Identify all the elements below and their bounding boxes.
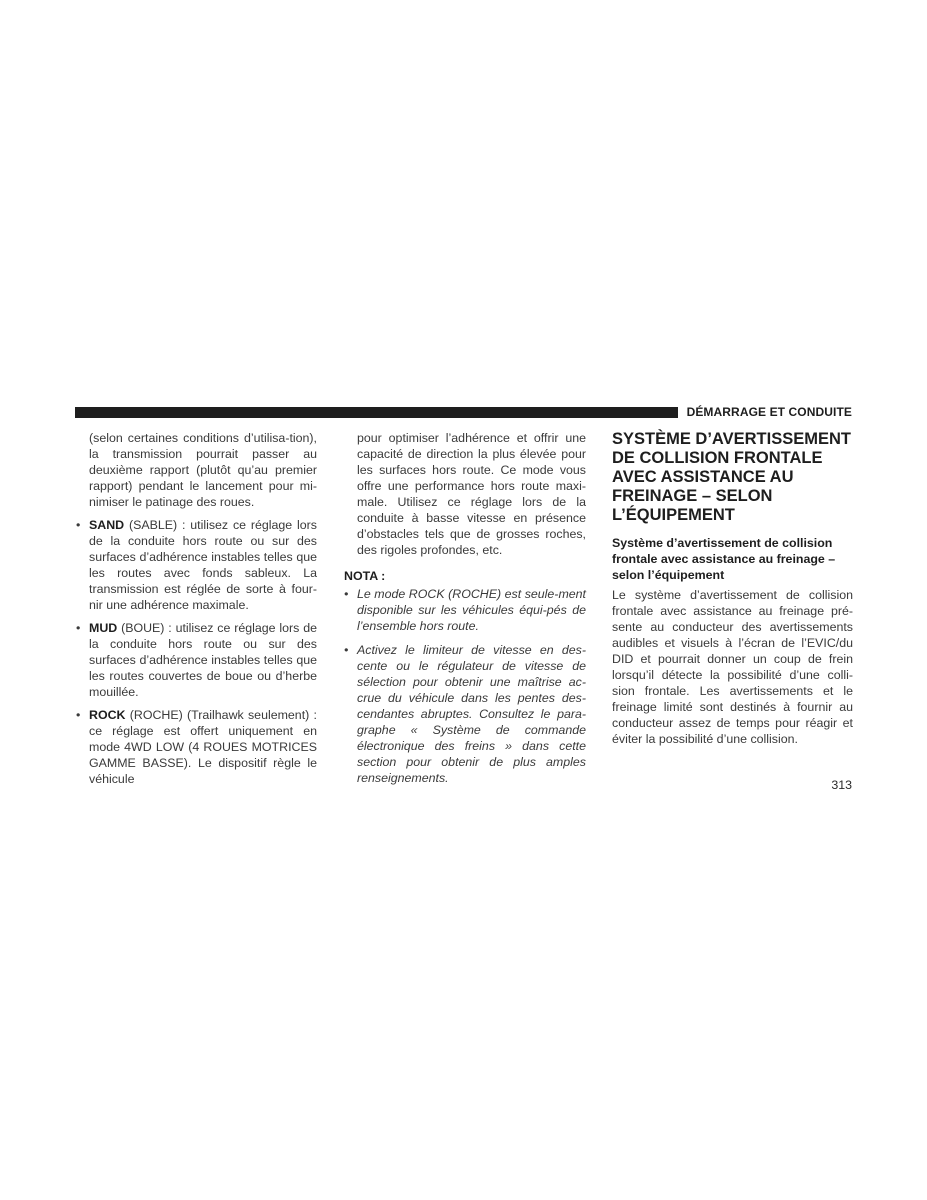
intro-paragraph: (selon certaines conditions d’utilisa-tion), la transmission pourrait passer au deuxième rapport (plutôt qu’au premier rapport) pendant le lancement pour mi-nimiser le patinage des roues.	[89, 431, 317, 509]
term-rock: ROCK	[89, 708, 126, 722]
term-mud: MUD	[89, 621, 118, 635]
page-number: 313	[831, 778, 852, 792]
continuation-paragraph: pour optimiser l’adhérence et offrir une capacité de direction la plus élevée pour les surfaces hors route. Ce mode vous offre une performance hors route maxi-male. Utilisez ce réglage lors de la conduite à basse vitesse en présence d’obstacles tels que de grosses roches, des rigoles profondes, etc.	[357, 431, 586, 557]
item-text: (SABLE) : utilisez ce réglage lors de la conduite hors route ou sur des surfaces d’adhérence instables telles que les routes avec fonds sableux. La transmission est réglée de sorte à four-nir une adhérence maximale.	[89, 518, 317, 612]
bullet-icon: •	[344, 643, 349, 657]
bullet-icon: •	[344, 587, 349, 601]
sub-heading: Système d’avertissement de collision frontale avec assistance au freinage – selon l’équipement	[612, 536, 836, 582]
nota-text: Le mode ROCK (ROCHE) est seule-ment disponible sur les véhicules équi-pés de l’ensemble hors route.	[357, 587, 586, 633]
bullet-icon: •	[76, 621, 81, 635]
section-title: DÉMARRAGE ET CONDUITE	[686, 405, 852, 419]
item-text: (ROCHE) (Trailhawk seulement) : ce réglage est offert uniquement en mode 4WD LOW (4 ROUES MOTRICES GAMME BASSE). Le dispositif règle le véhicule	[89, 708, 317, 786]
section-heading: SYSTÈME D’AVERTISSEMENT DE COLLISION FRONTALE AVEC ASSISTANCE AU FREINAGE – SELON L’ÉQUIPEMENT	[612, 430, 851, 524]
list-item-mud	[76, 620, 317, 700]
column-2	[344, 430, 586, 786]
bullet-icon: •	[76, 708, 81, 722]
list-item-rock	[76, 707, 317, 787]
column-1	[76, 430, 317, 787]
item-text: (BOUE) : utilisez ce réglage lors de la conduite hors route ou sur des surfaces d’adhérence instables telles que les routes couvertes de boue ou d’herbe mouillée.	[89, 621, 317, 699]
column-3	[612, 430, 853, 747]
nota-label: NOTA :	[344, 569, 386, 583]
nota-item	[344, 642, 586, 786]
body-paragraph: Le système d’avertissement de collision frontale avec assistance au freinage pré-sente au conducteur des avertissements audibles et visuels à l’écran de l’EVIC/du DID et pourrait donner un coup de frein lorsqu’il détecte la possibilité d’une colli-sion frontale. Les avertissements et le freinage limité sont destinés à fournir au conducteur assez de temps pour réagir et éviter la possibilité d’une collision.	[612, 588, 853, 746]
header-rule	[75, 407, 678, 418]
nota-item	[344, 586, 586, 634]
list-item-sand	[76, 517, 317, 613]
nota-text: Activez le limiteur de vitesse en des-cente ou le régulateur de vitesse de sélection pour obtenir une maîtrise ac-crue du véhicule dans les pentes des-cendantes abruptes. Consultez le para-graphe « Système de commande électronique des freins » dans cette section pour obtenir de plus amples renseignements.	[357, 643, 586, 785]
bullet-icon: •	[76, 518, 81, 532]
term-sand: SAND	[89, 518, 125, 532]
